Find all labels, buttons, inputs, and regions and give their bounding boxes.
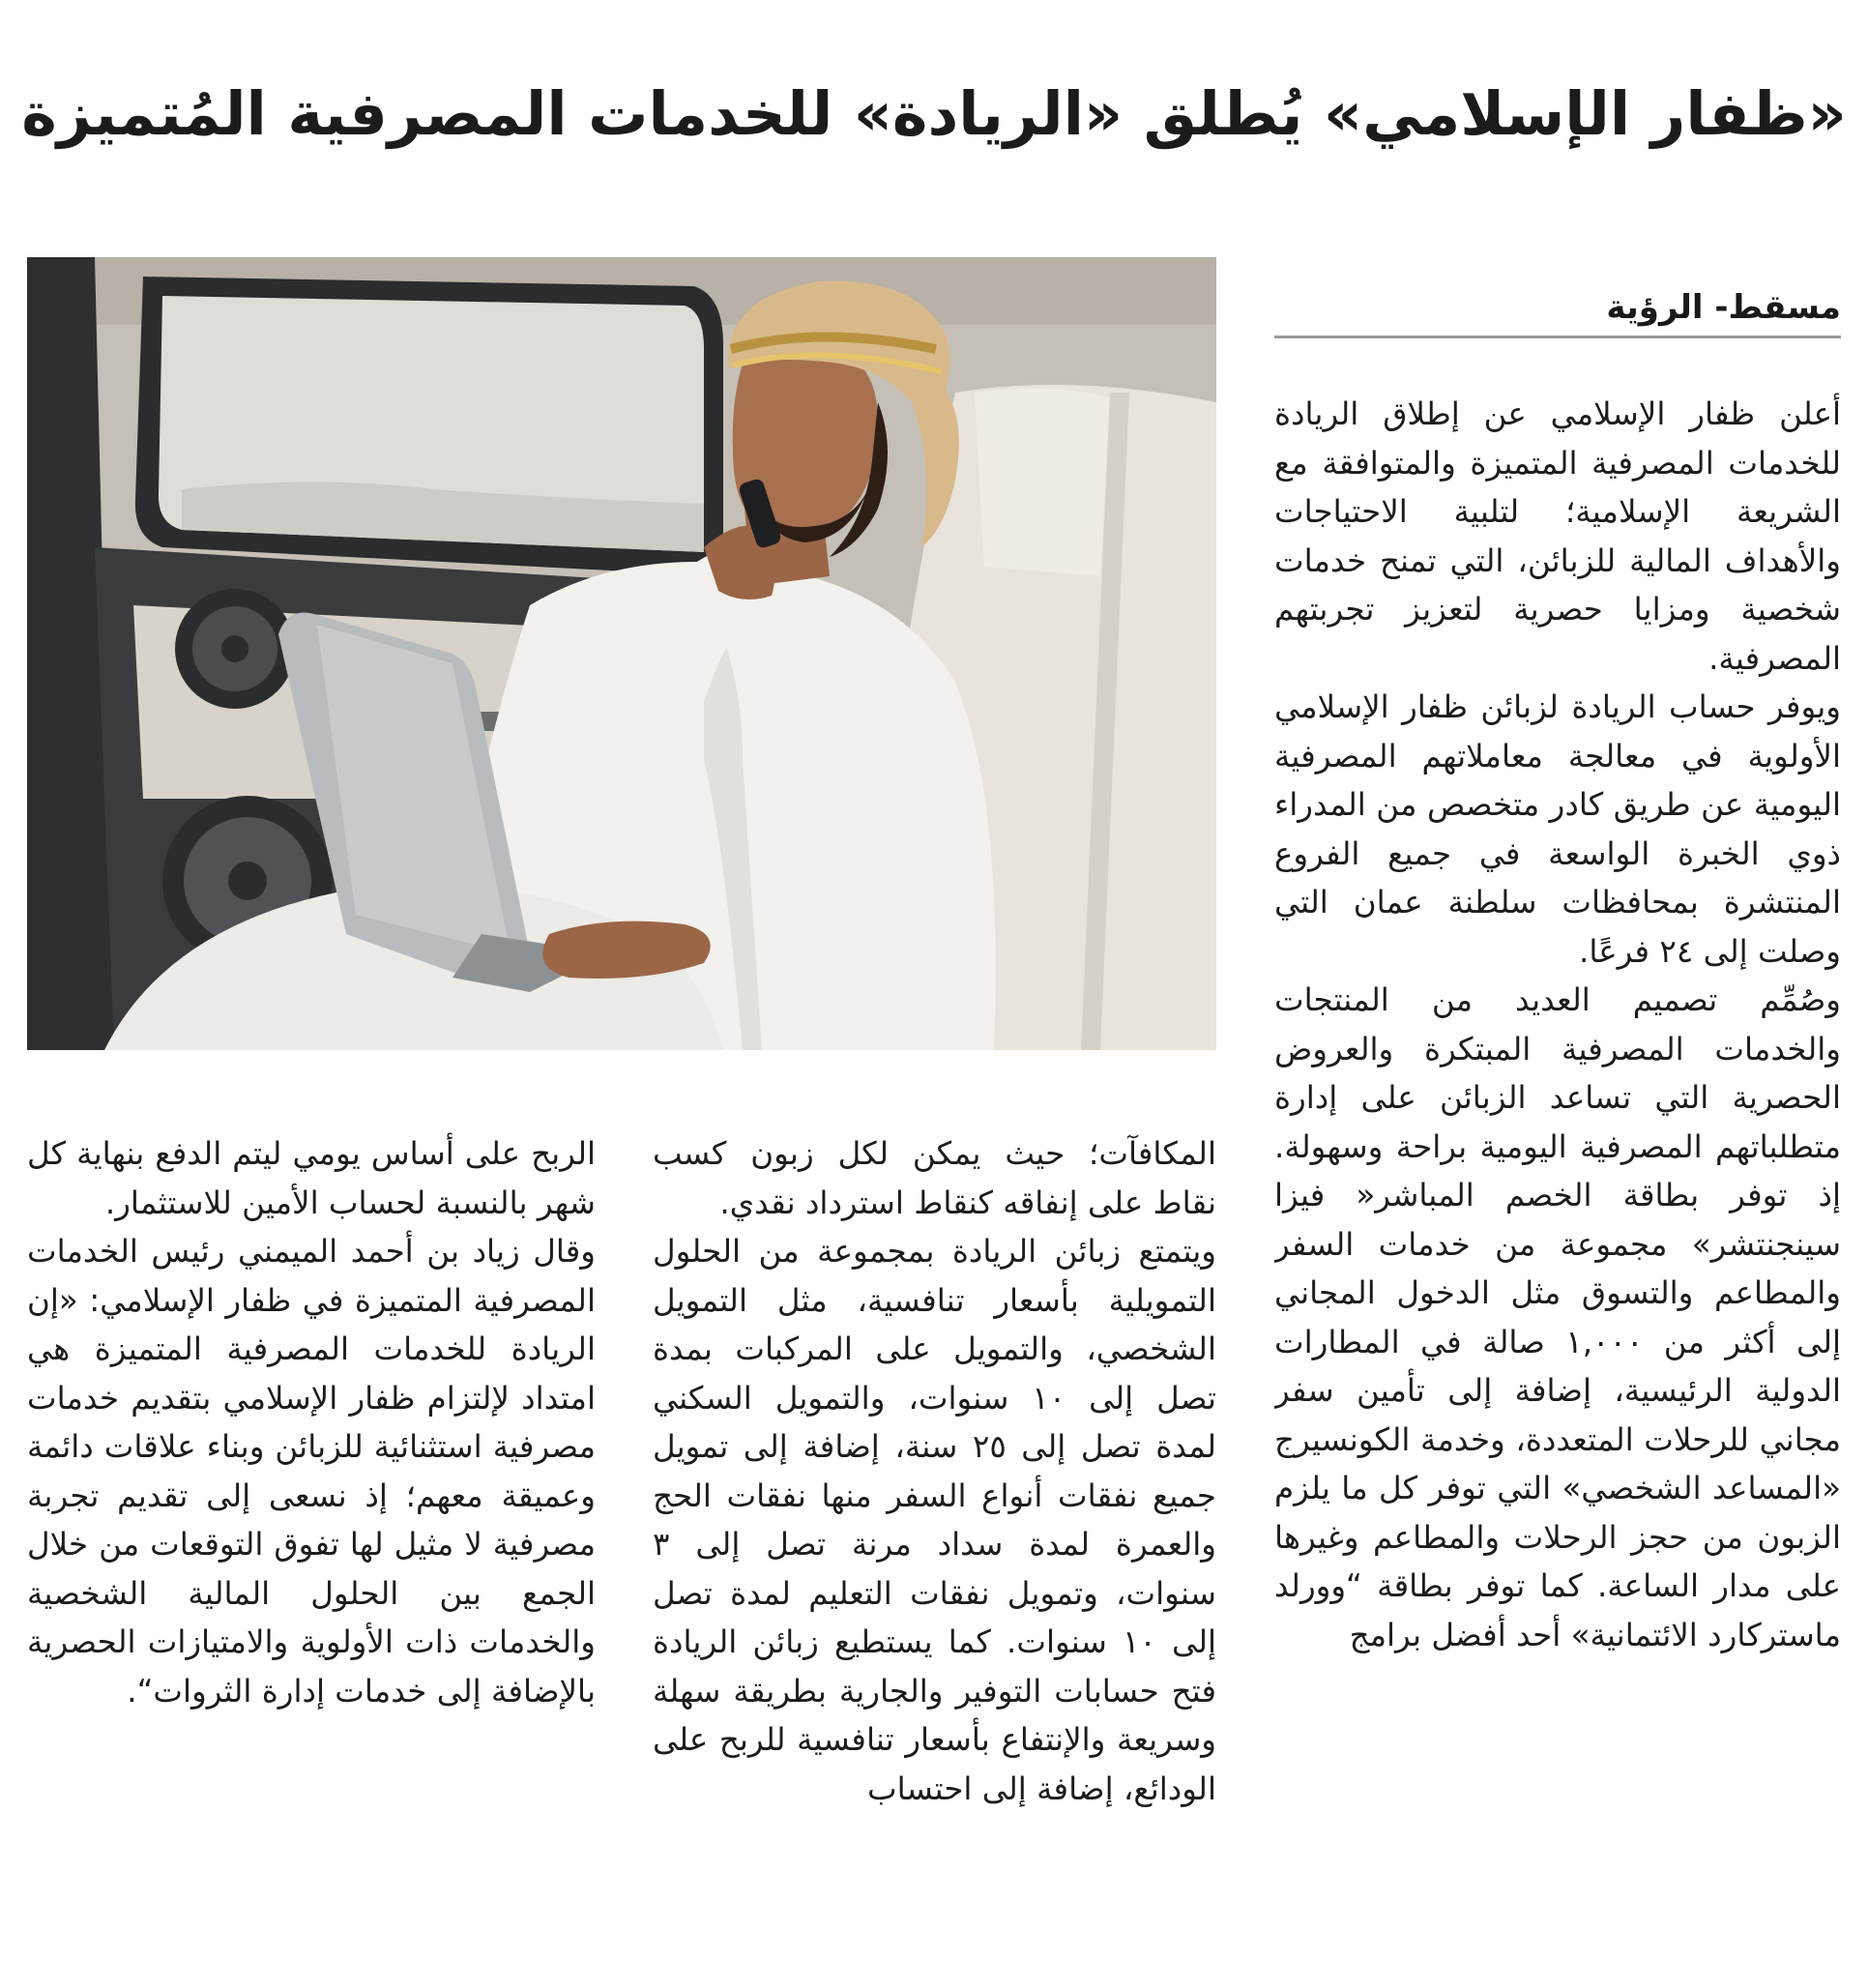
paragraph: وصُمِّم تصميم العديد من المنتجات والخدمات المصرفية المبتكرة والعروض الحصرية التي تساعد الزبائن على إدارة متطلباتهم المصرفية اليومية براحة وسهولة. إذ توفر بطاقة الخصم المباشر« فيزا سينجنتشر» مجموعة من خدمات السفر والمطاعم والتسوق مثل الدخول المجاني إلى أكثر من ١,٠٠٠ صالة في المطارات الدولية الرئيسية، إضافة إلى تأمين سفر مجاني للرحلات المتعددة، وخدمة الكونسيرج «المساعد الشخصي» التي توفر كل ما يلزم الزبون من حجز الرحلات والمطاعم وغيرها على مدار الساعة. كما توفر بطاقة “وورلد ماستركارد الائتمانية» أحد أفضل برامج <box>1274 981 1841 1653</box>
paragraph: وقال زياد بن أحمد الميمني رئيس الخدمات المصرفية المتميزة في ظفار الإسلامي: «إن الريادة للخدمات المصرفية المتميزة هي امتداد لإلتزام ظفار الإسلامي بتقديم خدمات مصرفية استثنائية للزبائن وبناء علاقات دائمة وعميقة معهم؛ إذ نسعى إلى تقديم تجربة مصرفية لا مثيل لها تفوق التوقعات من خلال الجمع بين الحلول المالية الشخصية والخدمات ذات الأولوية والامتيازات الحصرية بالإضافة إلى خدمات إدارة الثروات“. <box>27 1233 596 1710</box>
article-photo <box>27 257 1216 1050</box>
headline: «ظفار الإسلامي» يُطلق «الريادة» للخدمات المصرفية المُتميزة <box>21 78 1847 149</box>
article-column-middle <box>653 1129 1216 1978</box>
article-column-left <box>27 1129 596 1978</box>
article-column-right <box>1274 390 1841 1975</box>
paragraph: ويتمتع زبائن الريادة بمجموعة من الحلول التمويلية بأسعار تنافسية، مثل التمويل الشخصي، والتمويل على المركبات بمدة تصل إلى ١٠ سنوات، والتمويل السكني لمدة تصل إلى ٢٥ سنة، إضافة إلى تمويل جميع نفقات أنواع السفر منها نفقات الحج والعمرة لمدة سداد مرنة تصل إلى ٣ سنوات، وتمويل نفقات التعليم لمدة تصل إلى ١٠ سنوات. كما يستطيع زبائن الريادة فتح حسابات التوفير والجارية بطريقة سهلة وسريعة والإنتفاع بأسعار تنافسية للربح على الودائع، إضافة إلى احتساب <box>653 1233 1216 1807</box>
paragraph: المكافآت؛ حيث يمكن لكل زبون كسب نقاط على إنفاقه كنقاط استرداد نقدي. <box>653 1135 1216 1221</box>
photo-illustration <box>27 257 1216 1050</box>
paragraph: الربح على أساس يومي ليتم الدفع بنهاية كل شهر بالنسبة لحساب الأمين للاستثمار. <box>27 1135 596 1221</box>
paragraph: ويوفر حساب الريادة لزبائن ظفار الإسلامي الأولوية في معالجة معاملاتهم المصرفية اليومية عن طريق كادر متخصص من المدراء ذوي الخبرة الواسعة في جميع الفروع المنتشرة بمحافظات سلطنة عمان التي وصلت إلى ٢٤ فرعًا. <box>1274 688 1841 970</box>
dateline-divider <box>1274 336 1841 338</box>
paragraph: أعلن ظفار الإسلامي عن إطلاق الريادة للخدمات المصرفية المتميزة والمتوافقة مع الشريعة الإسلامية؛ لتلبية الاحتياجات والأهداف المالية للزبائن، التي تمنح خدمات شخصية ومزايا حصرية لتعزيز تجربتهم المصرفية. <box>1274 395 1841 677</box>
dateline: مسقط- الرؤية <box>1606 288 1841 327</box>
